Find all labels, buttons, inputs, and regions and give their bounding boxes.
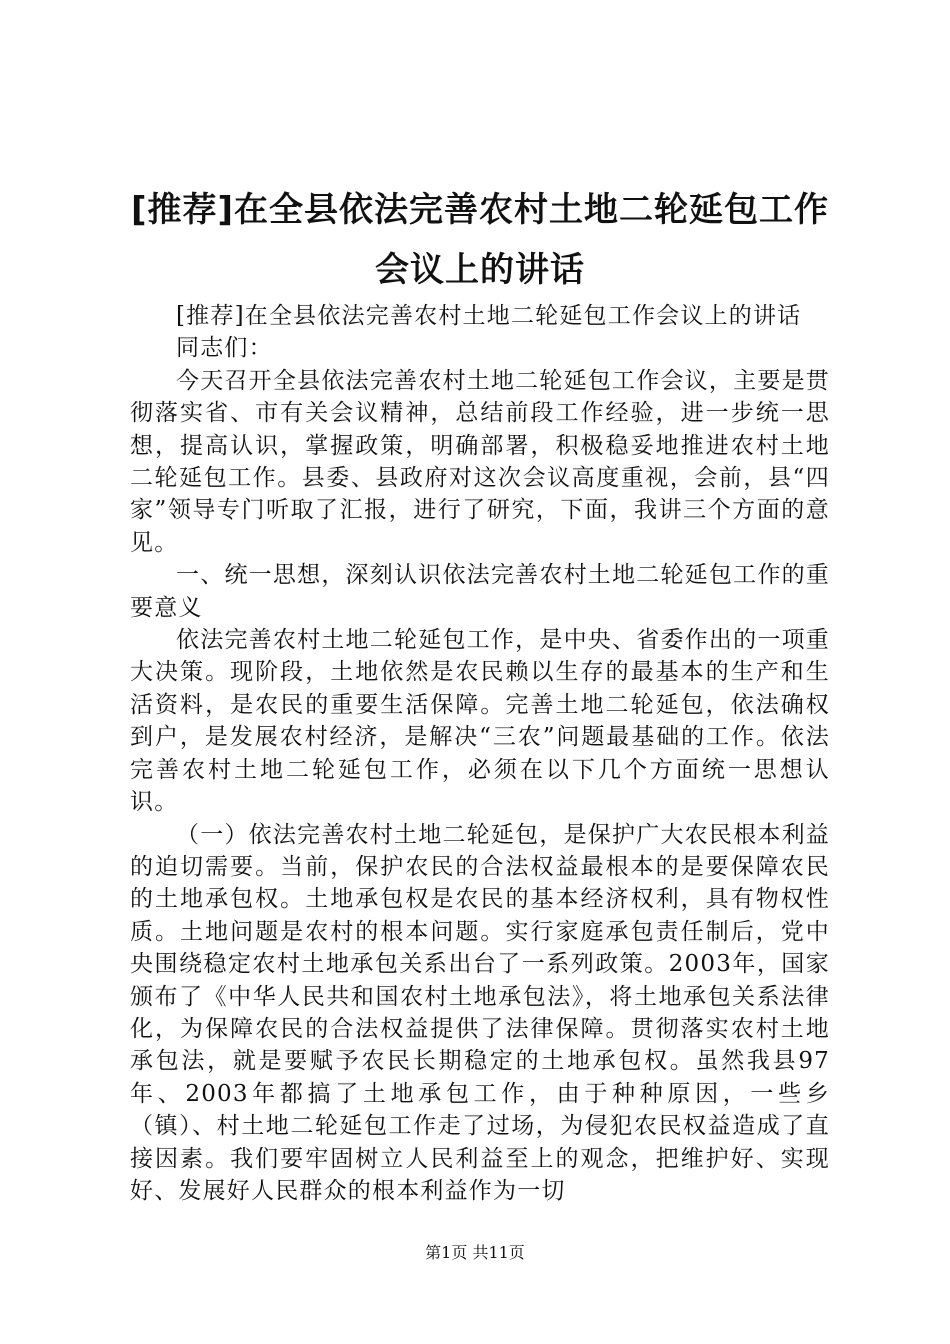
title-line-2: 会议上的讲话 [375, 250, 585, 290]
paragraph-salutation: 同志们： [176, 335, 273, 362]
document-title [130, 0, 830, 300]
document-page [130, 0, 830, 1344]
section-heading-1: 一、统一思想，深刻认识依法完善农村土地二轮延包工作的重要意义 [130, 562, 830, 621]
paragraph-subsection-1: （一）依法完善农村土地二轮延包，是保护广大农民根本利益的迫切需要。当前，保护农民的合法权益最根本的是要保障农民的土地承包权。土地承包权是农民的基本经济权利，具有物权性质。土地问题是农村的根本问题。实行家庭承包责任制后，党中央围绕稳定农村土地承包关系出台了一系列政策。2003年，国家颁布了《中华人民共和国农村土地承包法》，将土地承包关系法律化，为保障农民的合法权益提供了法律保障。贯彻落实农村土地承包法，就是要赋予农民长期稳定的土地承包权。虽然我县97年、2003年都搞了土地承包工作，由于种种原因，一些乡（镇）、村土地二轮延包工作走了过场，为侵犯农民权益造成了直接因素。我们要牢固树立人民利益至上的观念，把维护好、实现好、发展好人民群众的根本利益作为一切 [130, 821, 830, 1204]
paragraph-section-1: 依法完善农村土地二轮延包工作，是中央、省委作出的一项重大决策。现阶段，土地依然是农民赖以生存的最基本的生产和生活资料，是农民的重要生活保障。完善土地二轮延包，依法确权到户，是发展农村经济，是解决“三农”问题最基础的工作。依法完善农村土地二轮延包工作，必须在以下几个方面统一思想认识。 [130, 627, 830, 816]
paragraph-intro: 今天召开全县依法完善农村土地二轮延包工作会议，主要是贯彻落实省、市有关会议精神，总结前段工作经验，进一步统一思想，提高认识，掌握政策，明确部署，积极稳妥地推进农村土地二轮延包工作。县委、县政府对这次会议高度重视，会前，县“四家”领导专门听取了汇报，进行了研究，下面，我讲三个方面的意见。 [130, 367, 830, 556]
document-body [130, 300, 830, 1207]
paragraph-heading-repeat: [推荐]在全县依法完善农村土地二轮延包工作会议上的讲话 [176, 303, 802, 329]
title-line-1: [推荐]在全县依法完善农村土地二轮延包工作 [130, 190, 830, 230]
page-footer: 第1页 共11页 [425, 1243, 525, 1262]
